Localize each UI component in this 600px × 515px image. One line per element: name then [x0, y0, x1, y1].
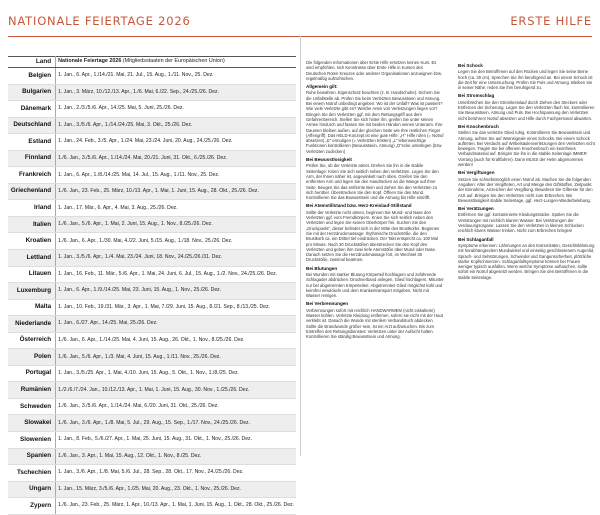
- table-row: [8, 283, 296, 300]
- table-header-row: [8, 57, 296, 68]
- first-aid-section-text: Unterbrechen Sie den Stromkreislauf durch Ziehen des Steckers oder Entfernen der Sicherung. Legen Sie den Verletzten flach hin, kontrollieren Sie Bewusstsein, Atmung und Puls. Bei Hochspannung den Verletzten nicht berühren! Notruf absetzen und Hilfe durch Fachpersonal abwarten.: [458, 99, 595, 121]
- table-row: [8, 398, 296, 415]
- first-aid-section-title: Allgemein gilt:: [306, 84, 338, 90]
- holidays-cell: 1. Jan., 15. März, 3./5./6. Apr., 1./25. Mai, 20. Aug., 23. Okt., 1. Nov., 25./26. Dez.: [56, 481, 296, 498]
- holidays-cell: 1. Jan., 16. Feb., 11. Mär., 5./6. Apr., 1. Mai, 24. Juni, 6. Jul., 15. Aug., 1./2. Nov., 24./25./26. Dez.: [56, 266, 296, 283]
- first-aid-section-title: Bei Stromschlag: [458, 93, 495, 99]
- first-aid-section-text: Verbrennungen sofort mit reichlich HANDWARMEM (nicht eiskaltem!) Wasser kühlen. Verletzte Kleidung entfernen, sofern sie nicht mit der Haut verklebt ist. Danach die Wunde mit sterilem Verbandstuch abdecken. Sollte die Brandwunde größer sein, ist ein Arzt aufzusuchen. Bis zum Eintreffen des Rettungsdienstes: Verletzten unter der Aufsicht halten. Kontrollieren Sie ständig Bewusstsein und Atmung.: [306, 307, 443, 340]
- country-cell: Finnland: [8, 150, 56, 167]
- holidays-cell: 1./6. Jan., 23. Feb., 25. März, 1. Apr., 10./13. Apr., 1. Mai, 1. Juni, 15. Aug., 1. Okt., 28. Okt., 25./26. Dez.: [56, 498, 296, 515]
- table-row: [8, 68, 296, 85]
- first-aid-section-text: Symptome erkennen: Lähmungen an den Extremitäten, Gesichtslähmung mit herabhängendem Mundwinkel und einseitig geschlossenem Augenlid, Sprach- und Sehstörungen, Schwindel und Gangunsicherheit, plötzliche starke Kopfschmerzen. Schlaganfallsymptome können bei Frauen weniger typisch ausfallen. Wenn welche Symptome auftauchen, sollte sofort ein Notruf abgesetzt werden. Bringen Sie den Betroffenen in die stabile Seitenlage.: [458, 242, 595, 280]
- holidays-cell: 1. Jan., 3./5./6. Apr., 1./14./24./25. Mai, 3. Okt., 25./26. Dez.: [56, 117, 296, 134]
- column-header-feiertage-title: Nationale Feiertage 2026: [58, 58, 122, 65]
- holidays-cell: 1./6. Jan., 3./6. Apr., 1./8. Mai, 5. Jul., 29. Aug., 15. Sep., 1./17. Nov., 24./25./26. Dez.: [56, 415, 296, 432]
- table-row: [8, 332, 296, 349]
- holidays-cell: 1./6. Jan., 3./5./6. Apr., 1./14./24. Mai, 20./21. Juni, 31. Okt., 6./25./26. Dez.: [56, 150, 296, 167]
- country-cell: Italien: [8, 216, 56, 233]
- first-aid-section-title: Bei Verbrennungen: [306, 301, 349, 307]
- holidays-cell: 1. Jan., 24. Feb., 3./5. Apr., 1./24. Mai, 23./24. Juni, 20. Aug., 24./25./26. Dez.: [56, 134, 296, 151]
- table-row: [8, 481, 296, 498]
- table-row: [8, 200, 296, 217]
- country-cell: Bulgarien: [8, 84, 56, 101]
- header-right-title: ERSTE HILFE: [510, 14, 592, 28]
- country-cell: Portugal: [8, 365, 56, 382]
- holidays-cell: 1. Jan., 10. Feb., 19./31. Mär., 3. Apr., 1. Mai, 7./29. Juni, 15. Aug., 8./21. Sep., 8./13./25. Dez.: [56, 299, 296, 316]
- holidays-cell: 1. Jan., 3./6. Apr., 1./8. Mai, 5./6. Jul., 28. Sep., 28. Okt., 17. Nov., 24./25./26. Dez.: [56, 465, 296, 482]
- holidays-cell: 1./6. Jan., 5./6. Apr., 1./3. Mai, 4. Juni, 15. Aug., 1./11. Nov., 25./26. Dez.: [56, 349, 296, 366]
- first-aid-intro: Die folgenden Informationen über Erste Hilfe ersetzen keinen Kurs. Es wird empfohlen, sich Kenntnisse über Erste Hilfe in Kursen des Deutschen Roten Kreuzes oder anderer Organisationen anzueignen bzw. regelmäßig aufzufrischen.: [306, 60, 442, 81]
- country-cell: Irland: [8, 200, 56, 217]
- table-row: [8, 415, 296, 432]
- holidays-cell: 1. Jan., 6. Apr., 1./14./21. Mai, 21. Jul., 15. Aug., 1./11. Nov., 25. Dez.: [56, 68, 296, 85]
- holidays-cell: 1./6. Jan., 6. Apr., 1./30. Mai, 4./22. Juni, 5./15. Aug., 1./18. Nov., 25./26. Dez.: [56, 233, 296, 250]
- table-row: [8, 183, 296, 200]
- holidays-cell: 1. Jan., 8. Feb., 5./6./27. Apr., 1. Mai, 25. Juni, 15. Aug., 31. Okt., 1. Nov., 25./26. Dez.: [56, 432, 296, 449]
- first-aid-section-text: Prüfen Sie, ob der Verletzte atmet. Drehen Sie ihn in die stabile Seitenlage: Knien Sie sich seitlich neben den Verletzten. Legen Sie den Arm, der Ihnen näher ist, angewinkelt nach oben. Greifen Sie den entfernten Arm und legen Sie den Handrücken an die Wange auf Ihrer Seite. Beugen Sie das entfernte Bein und ziehen Sie den Verletzten zu sich herüber. Überstrecken Sie den Kopf. Öffnen Sie den Mund. Kontrollieren Sie das Bewusstsein und die Atmung bis Hilfe eintrifft.: [306, 163, 439, 201]
- first-aid-section-text: Stellen Sie das verletzte Glied ruhig. Kontrollieren Sie Bewusstsein und Atmung, achten Sie auf Warnsignale eines Schocks. Bei einem Schock auftreten. Bei Verdacht auf Wirbelsäulenverletzungen den Verletzten nicht bewegen. Tragen Sie bei offenem Knochenbruch ein keimfreies Verbandmaterial auf. Bringen Sie ihn in die stabile Seitenlage IMMER Vorrang (auch für Kraftfahrer). Dann MUSS der Helm abgenommen werden!: [458, 130, 595, 168]
- country-cell: Tschechien: [8, 465, 56, 482]
- table-row: [8, 134, 296, 151]
- holidays-cell: 1./6. Jan., 3. Apr., 1. Mai, 15. Aug., 12. Okt., 1. Nov., 8./25. Dez.: [56, 448, 296, 465]
- first-aid-section-text: Ruhe bewahren. Eigenschutz beachten (z. B. Handschuhe). Sichern Sie die Unfallstelle ab. Prüfen Sie beim Verletzten Bewusstsein und Atmung. Bei einem Notruf unbedingt angeben: Wo ist der Unfall? Was ist passiert? Wie viele Verletzte gibt es? Welche Arten von Verletzungen liegen vor? Bringen Sie den Verletzten ggf. mit dem Rettungsgriff aus dem Gefahrenbereich. Stellen Sie sich hinter ihn, greifen Sie unter seinen Armen hindurch und fassen Sie mit beiden Händen seinen Unterarm. Ihre Daumen bleiben außen, auf der gleichen Seite wie Ihre restlichen Finger (Affengriff). Das HELD-Konzept ist eine gute Hilfe: „H“ Hilfe rufen (= Notruf absetzen) „E“ ermutigen (= Verletzten trösten) „L“ lebenswichtige Funktionen kontrollieren (Bewusstsein, Atmung) „D“ecke unterlegen (bzw. Verletzten zudecken): [306, 90, 444, 154]
- country-cell: Spanien: [8, 448, 56, 465]
- first-aid-section-title: Bei Schock: [458, 63, 483, 68]
- first-aid-section-text: Legen Sie den Betroffenen auf den Rücken und legen Sie seine Beine hoch (ca. 30 cm). Sprechen Sie ihn beruhigend an. Bei einem Schock ist die Zeit für eine Untersuchung. Prüfen Sie Puls und Atmung. Bleiben Sie in seiner Nähe, reden Sie ihm beruhigend zu.: [458, 69, 593, 91]
- first-aid-section-text: Sollte der Verletzte nicht atmen, beginnen Sie Mund- und Nase den Verletzten ggf. vom Fremdkörpern. Knien Sie sich seitlich neben den Verletzten und legen Sie seinen Oberkörper frei. Suchen Sie den „Druckpunkt“, dieser befindet sich in der Mitte des Brustkorbs. Beginnen Sie mit der Herzdruckmassage: rhythmische Druckstöße, die den Brustkorb ca. ein Drittel tief eindrücken. Der Takt entspricht ca. 100 Mal pro Minute. Nach 30 Druckstößen überstrecken Sie den Kopf des Verletzten und geben ihm zwei tiefe Atemstöße über Mund oder Nase. Danach setzen Sie die Herzdruckmassage fort, im Wechsel 30 Druckstöße, zweimal beatmen.: [306, 209, 440, 263]
- country-cell: Kroatien: [8, 233, 56, 250]
- first-aid-section-title: Bei Knochenbruch: [458, 123, 499, 129]
- country-cell: Litauen: [8, 266, 56, 283]
- country-cell: Niederlande: [8, 316, 56, 333]
- holidays-cell: 1. Jan., 6./27. Apr., 14./25. Mai, 25./26. Dez.: [56, 316, 296, 333]
- holidays-cell: 1./6. Jan., 6. Apr., 1./14./25. Mai, 4. Juni, 15. Aug., 26. Okt., 1. Nov., 8./25./26. Dez.: [56, 332, 296, 349]
- first-aid-section-text: Entfernen Sie ggf. kontaminierte Kleidungsstücke. Spülen Sie die Verätzungen mit reichlich klarem Wasser. Bei Verätzungen der Verdauungsorgane: Lassen Sie den Verletzten in kleinen Schlucken reichlich klares Wasser trinken. Nicht zum Erbrechen bringen!: [458, 212, 584, 234]
- holidays-cell: 1. Jan., 3./5./25. Apr., 1. Mai, 4./10. Juni, 15. Aug., 5. Okt., 1. Nov., 1./8./25. Dez.: [56, 365, 296, 382]
- holidays-cell: 1./6. Jan., 5./6. Apr., 1. Mai, 2. Juni, 15. Aug., 1. Nov., 8./25./26. Dez.: [56, 216, 296, 233]
- table-row: [8, 216, 296, 233]
- holidays-cell: 1. Jan., 3./5./6. Apr., 1./4. Mai, 23./24. Juni, 18. Nov., 24./25./26./31. Dez.: [56, 250, 296, 267]
- holidays-cell: 1. Jan., 17. Mär., 6. Apr., 4. Mai, 3. Aug., 25./26. Dez.: [56, 200, 296, 217]
- table-row: [8, 382, 296, 399]
- country-cell: Polen: [8, 349, 56, 366]
- table-row: [8, 498, 296, 515]
- header-left-title: NATIONALE FEIERTAGE 2026: [8, 14, 191, 28]
- column-header-feiertage: [56, 57, 296, 68]
- country-cell: Rumänien: [8, 382, 56, 399]
- table-row: [8, 349, 296, 366]
- country-cell: Österreich: [8, 332, 56, 349]
- first-aid-section-title: Bei Blutungen: [306, 265, 338, 271]
- country-cell: Zypern: [8, 498, 56, 515]
- country-cell: Ungarn: [8, 481, 56, 498]
- table-row: [8, 167, 296, 184]
- holidays-cell: 1./2./6./7./24. Jan., 10./12./13. Apr., 1. Mai, 1. Juni, 15. Aug., 30. Nov., 1./25./26. Dez.: [56, 382, 296, 399]
- page-gutter: [300, 36, 301, 456]
- holidays-cell: 1./6. Jan., 23. Feb., 25. März, 10./13. Apr., 1. Mai, 1. Juni, 15. Aug., 28. Okt., 25./26. Dez.: [56, 183, 296, 200]
- table-row: [8, 233, 296, 250]
- table-row: [8, 365, 296, 382]
- country-cell: Belgien: [8, 68, 56, 85]
- table-row: [8, 299, 296, 316]
- holidays-cell: 1./6. Jan., 3./5./6. Apr., 1./14./24. Mai, 6./20. Juni, 31. Okt., 25./26. Dez.: [56, 398, 296, 415]
- column-header-land: Land: [8, 57, 56, 68]
- table-row: [8, 448, 296, 465]
- table-row: [8, 150, 296, 167]
- country-cell: Griechenland: [8, 183, 56, 200]
- first-aid-section-title: Bei Verätzungen: [458, 206, 494, 212]
- table-row: [8, 465, 296, 482]
- table-row: [8, 117, 296, 134]
- country-cell: Frankreich: [8, 167, 56, 184]
- table-row: [8, 316, 296, 333]
- country-cell: Slowakei: [8, 415, 56, 432]
- holiday-table-body: [8, 68, 296, 515]
- country-cell: Lettland: [8, 250, 56, 267]
- holidays-cell: 1. Jan., 6. Apr., 1./8./14./25. Mai, 14. Jul., 15. Aug., 1./11. Nov., 25. Dez.: [56, 167, 296, 184]
- holiday-table: [8, 56, 296, 515]
- country-cell: Malta: [8, 299, 56, 316]
- holidays-cell: 1. Jan., 3. März, 10./12./13. Apr., 1./6. Mai, 6./22. Sep., 24./25./26. Dez.: [56, 84, 296, 101]
- table-row: [8, 432, 296, 449]
- first-aid-column-right: [458, 60, 596, 282]
- holidays-cell: 1. Jan., 6. Apr., 1./9./14./25. Mai, 23. Juni, 15. Aug., 1. Nov., 25./26. Dez.: [56, 283, 296, 300]
- table-row: [8, 84, 296, 101]
- table-row: [8, 101, 296, 118]
- column-header-feiertage-subtitle: (Mitgliedsstaaten der Europäischen Union): [121, 58, 225, 65]
- country-cell: Schweden: [8, 398, 56, 415]
- first-aid-section-title: Bei Schlaganfall: [458, 236, 494, 242]
- first-aid-section-title: Bei Bewusstlosigkeit: [306, 157, 352, 163]
- table-row: [8, 250, 296, 267]
- first-aid-section-title: Bei Atemstillstand bzw. Herz-Kreislauf-Stillstand: [306, 203, 412, 209]
- holidays-cell: 1. Jan., 2./3./5./6. Apr., 14./25. Mai, 5. Juni, 25./26. Dez.: [56, 101, 296, 118]
- country-cell: Deutschland: [8, 117, 56, 134]
- first-aid-section-title: Bei Vergiftungen: [458, 170, 495, 176]
- country-cell: Luxemburg: [8, 283, 56, 300]
- country-cell: Slowenien: [8, 432, 56, 449]
- table-row: [8, 266, 296, 283]
- first-aid-section-text: Bei Wunden mit starker Blutung Körperteil hochlagern und zuführende Schlagader abdrücken. Druckverband anlegen. Glied hochlagern. Mitunter nur bei abgetrennten Körperteilen: Abgetrenntes Glied möglichst kühl und keimfrei einwickeln und dem Krankentransport mitgeben. Nicht mit Wasser reinigen.: [306, 271, 444, 299]
- first-aid-column-left: [306, 60, 444, 342]
- first-aid-section-text: Setzen Sie schnellstmöglich einen Notruf ab. Machen Sie die folgenden Angaben: Alter des Vergifteten, Art und Menge des Giftstoffes, Zeitpunkt der Einnahme, Anzeichen der Vergiftung. Bewahren Sie Giftreste für den Arzt auf. Bringen Sie den Verletzten nicht zum Erbrechen. Bei Bewusstlosigkeit stabile Seitenlage, ggf. Herz-Lungen-Wiederbelebung.: [458, 176, 593, 203]
- country-cell: Dänemark: [8, 101, 56, 118]
- country-cell: Estland: [8, 134, 56, 151]
